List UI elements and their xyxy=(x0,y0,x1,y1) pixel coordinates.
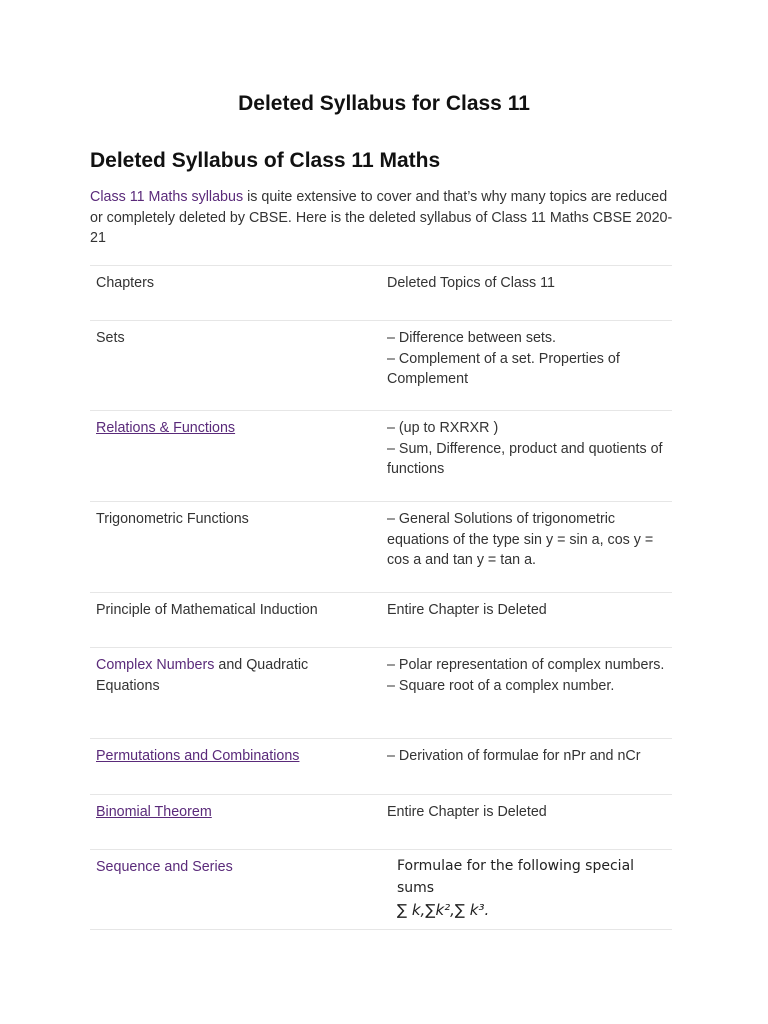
table-row xyxy=(90,321,672,411)
table-row xyxy=(90,739,672,795)
topic-line: – Difference between sets. xyxy=(387,330,557,346)
topic-line: – (up to RXRXR ) xyxy=(387,420,499,436)
topic-line: Entire Chapter is Deleted xyxy=(387,602,547,618)
chapter-cell: Principle of Mathematical Induction xyxy=(90,593,381,648)
chapter-cell: Sets xyxy=(90,321,381,411)
chapter-cell xyxy=(90,795,381,850)
sequence-series-link[interactable]: Sequence and Series xyxy=(96,859,233,875)
intro-text: is quite extensive to cover and that’s why many topics are reduced or completely deleted by CBSE. Here is the deleted syllabus of Class 11 Maths CBSE 2020-21 xyxy=(90,189,673,246)
topic-line: Entire Chapter is Deleted xyxy=(387,804,547,820)
table-row xyxy=(90,648,672,739)
topics-cell xyxy=(381,795,672,850)
topics-cell xyxy=(381,648,672,739)
complex-numbers-link[interactable]: Complex Numbers xyxy=(96,657,215,673)
chapter-rest: and Quadratic Equations xyxy=(96,657,309,694)
special-sums-formula xyxy=(387,855,666,921)
topic-line: – Complement of a set. Properties of Complement xyxy=(387,350,620,387)
chapter-cell xyxy=(90,411,381,502)
relations-functions-link[interactable]: Relations & Functions xyxy=(96,420,236,436)
header-chapters: Chapters xyxy=(90,266,381,321)
table-row xyxy=(90,850,672,930)
topics-cell xyxy=(381,411,672,502)
intro-paragraph xyxy=(90,187,680,249)
table-row xyxy=(90,411,672,502)
topic-line: – Square root of a complex number. xyxy=(387,677,615,694)
chapter-cell: Trigonometric Functions xyxy=(90,502,381,593)
topic-line: – General Solutions of trigonometric equations of the type sin y = sin a, cos y = cos a and tan y = tan a. xyxy=(387,511,654,568)
formula-caption: Formulae for the following special sums xyxy=(397,858,635,896)
table-header-row xyxy=(90,266,672,321)
permutations-combinations-link[interactable]: Permutations and Combinations xyxy=(96,748,300,764)
chapter-cell xyxy=(90,648,381,739)
topics-cell xyxy=(381,739,672,795)
chapter-cell xyxy=(90,850,381,930)
topics-cell xyxy=(381,593,672,648)
topic-line: – Sum, Difference, product and quotients of functions xyxy=(387,440,663,477)
table-row xyxy=(90,795,672,850)
chapter-cell xyxy=(90,739,381,795)
topic-line: – Derivation of formulae for nPr and nCr xyxy=(387,748,641,764)
topics-cell xyxy=(381,502,672,593)
header-deleted-topics: Deleted Topics of Class 11 xyxy=(381,266,672,321)
section-heading: Deleted Syllabus of Class 11 Maths xyxy=(90,149,441,172)
table-row xyxy=(90,502,672,593)
deleted-syllabus-table xyxy=(90,265,672,930)
formula-expression: ∑ k,∑k²,∑ k³. xyxy=(397,901,490,919)
table-row xyxy=(90,593,672,648)
maths-syllabus-link[interactable]: Class 11 Maths syllabus xyxy=(90,189,244,205)
page-title: Deleted Syllabus for Class 11 xyxy=(238,92,530,115)
topic-line: – Polar representation of complex numbers. xyxy=(387,657,665,673)
topics-cell xyxy=(381,850,672,930)
binomial-theorem-link[interactable]: Binomial Theorem xyxy=(96,804,212,820)
topics-cell xyxy=(381,321,672,411)
